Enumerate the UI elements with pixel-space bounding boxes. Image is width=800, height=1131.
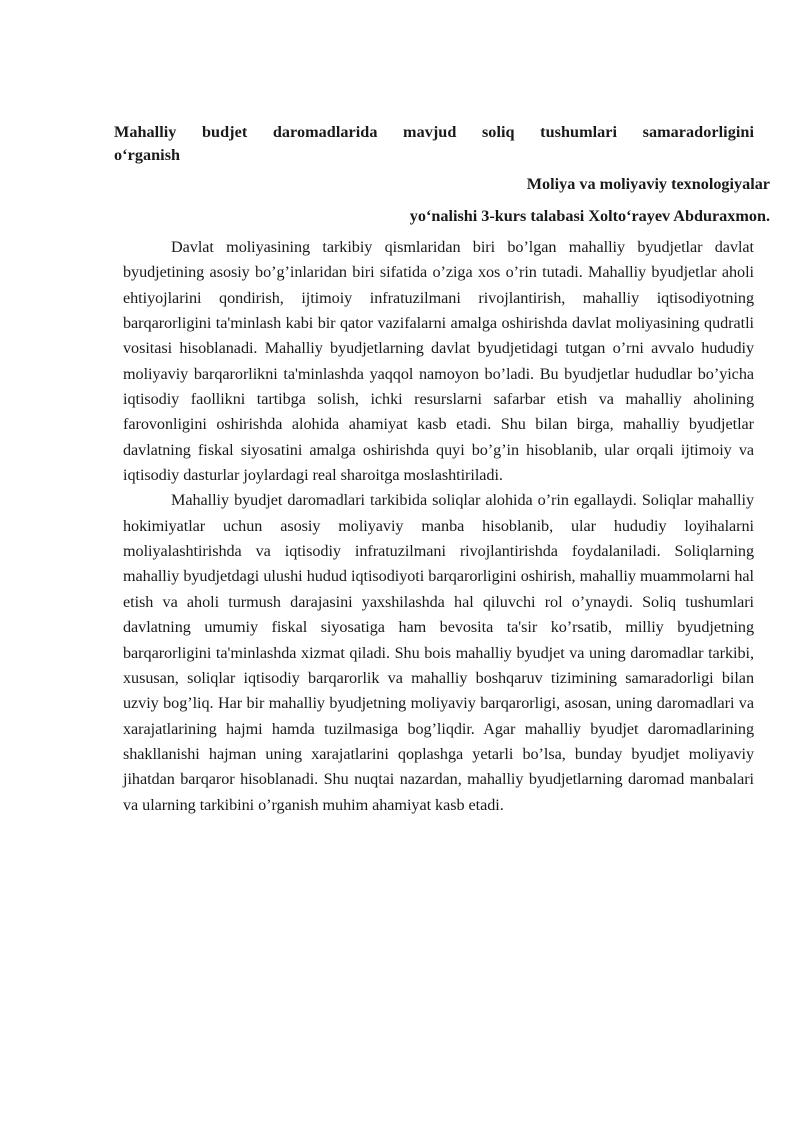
author-line-1: Moliya va moliyaviy texnologiyalar	[526, 175, 770, 193]
document-body	[123, 235, 754, 818]
paragraph-1: Davlat moliyasining tarkibiy qismlaridan biri bo’lgan mahalliy byudjetlar davlat byudjetining asosiy bo’g’inlaridan biri sifatida o’ziga xos o’rin tutadi. Mahalliy byudjetlar aholi ehtiyojlarini qondirish, ijtimoiy infratuzilmani rivojlantirish, mahalliy iqtisodiyotning barqarorligini ta'minlash kabi bir qator vazifalarni amalga oshirishda davlat moliyasining qudratli vositasi hisoblanadi. Mahalliy byudjetlarning davlat byudjetidagi tutgan o’rni avvalo hududiy moliyaviy barqarorlikni ta'minlashda yaqqol namoyon bo’ladi. Bu byudjetlar hududlar bo’yicha iqtisodiy faollikni tartibga solish, ichki resurslarni safarbar etish va mahalliy aholining farovonligini oshirishda alohida ahamiyat kasb etadi. Shu bilan birga, mahalliy byudjetlar davlatning fiskal siyosatini amalga oshirishda quyi bo’g’in hisoblanib, ular orqali ijtimoiy va iqtisodiy dasturlar joylardagi real sharoitga moslashtiriladi.	[123, 238, 754, 485]
title-line-1: Mahalliy budjet daromadlarida mavjud soliq tushumlari samaradorligini	[114, 123, 754, 141]
paragraph-2: Mahalliy byudjet daromadlari tarkibida soliqlar alohida o’rin egallaydi. Soliqlar mahalliy hokimiyatlar uchun asosiy moliyaviy manba hisoblanib, ular hududiy loyihalarni moliyalashtirishda va iqtisodiy infratuzilmani rivojlantirishda foydalaniladi. Soliqlarning mahalliy byudjetdagi ulushi hudud iqtisodiyoti barqarorligini oshirish, mahalliy muammolarni hal etish va aholi turmush darajasini yaxshilashda hal qiluvchi rol o’ynaydi. Soliq tushumlari davlatning umumiy fiskal siyosatiga ham bevosita ta'sir ko’rsatib, milliy byudjetning barqarorligini ta'minlashda xizmat qiladi. Shu bois mahalliy byudjet va uning daromadlar tarkibi, xususan, soliqlar iqtisodiy barqarorlik va mahalliy boshqaruv tizimining samaradorligi bilan uzviy bog’liq. Har bir mahalliy byudjetning moliyaviy barqarorligi, asosan, uning daromadlari va xarajatlarining hajmi hamda tuzilmasiga bog’liqdir. Agar mahalliy byudjet daromadlarining shakllanishi hajman uning xarajatlarini qoplashga yetarli bo’lsa, bunday byudjet moliyaviy jihatdan barqaror hisoblanadi. Shu nuqtai nazardan, mahalliy byudjetlarning daromad manbalari va ularning tarkibini o’rganish muhim ahamiyat kasb etadi.	[123, 491, 754, 814]
title-line-2: o‘rganish	[114, 146, 181, 164]
author-line-2: yo‘nalishi 3-kurs talabasi Xolto‘rayev Abduraxmon.	[409, 207, 770, 225]
document-title	[114, 121, 754, 167]
